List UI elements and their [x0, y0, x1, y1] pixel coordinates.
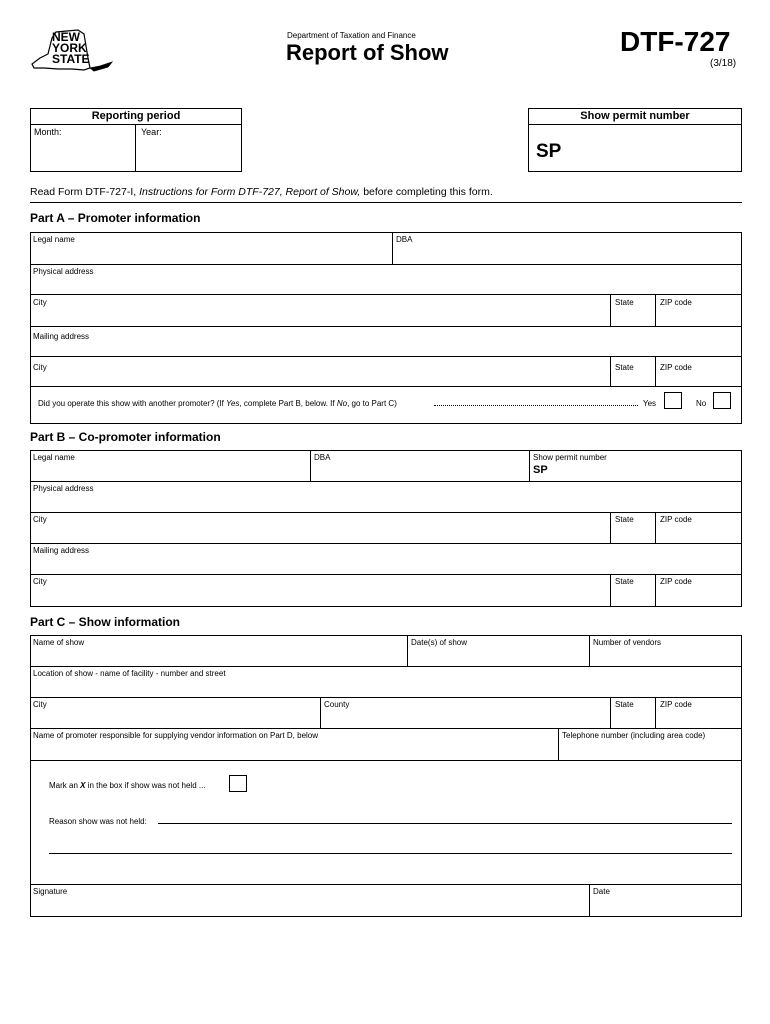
- show-name-label: Name of show: [33, 638, 85, 647]
- part-a-dba-label: DBA: [396, 235, 413, 244]
- yes-checkbox[interactable]: [664, 392, 682, 409]
- logo-line-york: YORK: [52, 41, 87, 55]
- part-c-state-label: State: [615, 700, 634, 709]
- part-a-mailing-city-label: City: [33, 363, 47, 372]
- reason-field-line-1[interactable]: [158, 809, 732, 823]
- part-b-legal-name-label: Legal name: [33, 453, 75, 462]
- show-dates-field[interactable]: [408, 647, 588, 665]
- part-a-title: Part A – Promoter information: [30, 211, 201, 225]
- instructions-line: [30, 186, 493, 198]
- reason-label: Reason show was not held:: [49, 817, 147, 826]
- form-number: DTF-727: [620, 26, 731, 57]
- part-a-legal-name-field[interactable]: [31, 244, 391, 263]
- department-name: Department of Taxation and Finance: [287, 31, 416, 40]
- co-promoter-question: [38, 399, 397, 408]
- county-field[interactable]: [321, 709, 609, 727]
- part-c-zip-field[interactable]: [656, 709, 741, 727]
- date-field[interactable]: [590, 896, 741, 916]
- part-b-state-field[interactable]: [611, 524, 654, 542]
- part-b-mailing-zip-field[interactable]: [656, 586, 741, 606]
- month-field[interactable]: [31, 140, 134, 171]
- instructions-title: Instructions for Form DTF-727, Report of Show,: [139, 186, 361, 198]
- part-a-physical-address-field[interactable]: [31, 276, 741, 293]
- location-label: Location of show - name of facility - number and street: [33, 669, 226, 678]
- part-b-mailing-state-label: State: [615, 577, 634, 586]
- part-a-city-field[interactable]: [31, 307, 609, 325]
- part-a-mailing-state-field[interactable]: [611, 372, 654, 385]
- location-field[interactable]: [31, 678, 741, 696]
- vendors-label: Number of vendors: [593, 638, 662, 647]
- question-text-mid: , complete Part B, below. If: [239, 399, 337, 408]
- part-b-mailing-zip-label: ZIP code: [660, 577, 692, 586]
- part-b-zip-label: ZIP code: [660, 515, 692, 524]
- part-c-state-field[interactable]: [611, 709, 654, 727]
- logo-text: [52, 32, 90, 65]
- show-permit-field[interactable]: [570, 130, 738, 168]
- part-b-physical-address-field[interactable]: [31, 493, 741, 511]
- not-held-instruction: [49, 781, 206, 790]
- responsible-promoter-field[interactable]: [31, 740, 557, 759]
- revision-date: (3/18): [710, 58, 737, 69]
- instructions-text-end: before completing this form.: [360, 186, 493, 198]
- part-b-dba-label: DBA: [314, 453, 331, 462]
- year-label: Year:: [141, 127, 162, 137]
- month-label: Month:: [34, 127, 62, 137]
- reporting-period-label: Reporting period: [91, 110, 181, 122]
- part-b-city-field[interactable]: [31, 524, 609, 542]
- telephone-field[interactable]: [559, 740, 741, 759]
- mark-text: Mark an: [49, 781, 81, 790]
- no-label: No: [696, 399, 707, 408]
- part-a-mailing-city-field[interactable]: [31, 372, 609, 385]
- part-b-state-label: State: [615, 515, 634, 524]
- permit-prefix: SP: [536, 141, 562, 162]
- telephone-label: Telephone number (including area code): [562, 731, 706, 740]
- part-b-dba-field[interactable]: [311, 462, 528, 480]
- show-not-held-checkbox[interactable]: [229, 775, 247, 792]
- part-a-city-label: City: [33, 298, 47, 307]
- part-b-title: Part B – Co-promoter information: [30, 430, 221, 444]
- logo-line-new: NEW: [52, 30, 80, 44]
- part-a-state-label: State: [615, 298, 634, 307]
- year-field[interactable]: [136, 140, 241, 171]
- part-a-mailing-state-label: State: [615, 363, 634, 372]
- part-a-mailing-zip-field[interactable]: [656, 372, 741, 385]
- part-a-zip-label: ZIP code: [660, 298, 692, 307]
- yes-label: Yes: [643, 399, 657, 408]
- mark-x: X: [80, 781, 86, 790]
- date-label: Date: [593, 887, 610, 896]
- show-name-field[interactable]: [31, 647, 406, 665]
- form-title: Report of Show: [286, 40, 449, 65]
- part-c-city-field[interactable]: [31, 709, 319, 727]
- part-b-permit-label: Show permit number: [533, 453, 607, 462]
- logo-line-state: STATE: [52, 52, 90, 66]
- part-b-mailing-city-field[interactable]: [31, 586, 609, 606]
- question-no-italic: No: [336, 399, 348, 408]
- part-a-legal-name-label: Legal name: [33, 235, 75, 244]
- part-b-permit-field[interactable]: [550, 462, 741, 480]
- mark-text-end: in the box if show was not held ...: [85, 781, 206, 790]
- part-a-physical-address-label: Physical address: [33, 267, 94, 276]
- no-checkbox[interactable]: [713, 392, 731, 409]
- leader-dots: [434, 405, 638, 406]
- show-dates-label: Date(s) of show: [411, 638, 468, 647]
- part-b-permit-prefix: SP: [533, 464, 548, 476]
- question-yes-italic: Yes: [226, 399, 240, 408]
- question-text-end: , go to Part C): [347, 399, 397, 408]
- part-c-zip-label: ZIP code: [660, 700, 692, 709]
- responsible-promoter-label: Name of promoter responsible for supplying vendor information on Part D, below: [33, 731, 319, 740]
- signature-label: Signature: [33, 887, 68, 896]
- part-a-mailing-address-field[interactable]: [31, 341, 741, 355]
- part-b-mailing-address-label: Mailing address: [33, 546, 90, 555]
- reason-field-line-2[interactable]: [49, 836, 732, 853]
- instructions-text: Read Form DTF-727-I,: [30, 186, 140, 198]
- part-a-mailing-address-label: Mailing address: [33, 332, 90, 341]
- part-a-dba-field[interactable]: [393, 244, 741, 263]
- county-label: County: [324, 700, 350, 709]
- signature-field[interactable]: [31, 896, 588, 916]
- part-a-state-field[interactable]: [611, 307, 654, 325]
- part-a-zip-field[interactable]: [656, 307, 741, 325]
- part-a-mailing-zip-label: ZIP code: [660, 363, 692, 372]
- part-b-zip-field[interactable]: [656, 524, 741, 542]
- vendors-field[interactable]: [590, 647, 741, 665]
- part-b-mailing-city-label: City: [33, 577, 47, 586]
- part-c-title: Part C – Show information: [30, 615, 181, 629]
- part-b-city-label: City: [33, 515, 47, 524]
- question-text: Did you operate this show with another promoter? (If: [38, 399, 227, 408]
- part-c-city-label: City: [33, 700, 47, 709]
- part-b-mailing-address-field[interactable]: [31, 555, 741, 573]
- show-permit-label: Show permit number: [580, 110, 690, 122]
- part-b-physical-address-label: Physical address: [33, 484, 94, 493]
- part-b-legal-name-field[interactable]: [31, 462, 309, 480]
- part-b-mailing-state-field[interactable]: [611, 586, 654, 606]
